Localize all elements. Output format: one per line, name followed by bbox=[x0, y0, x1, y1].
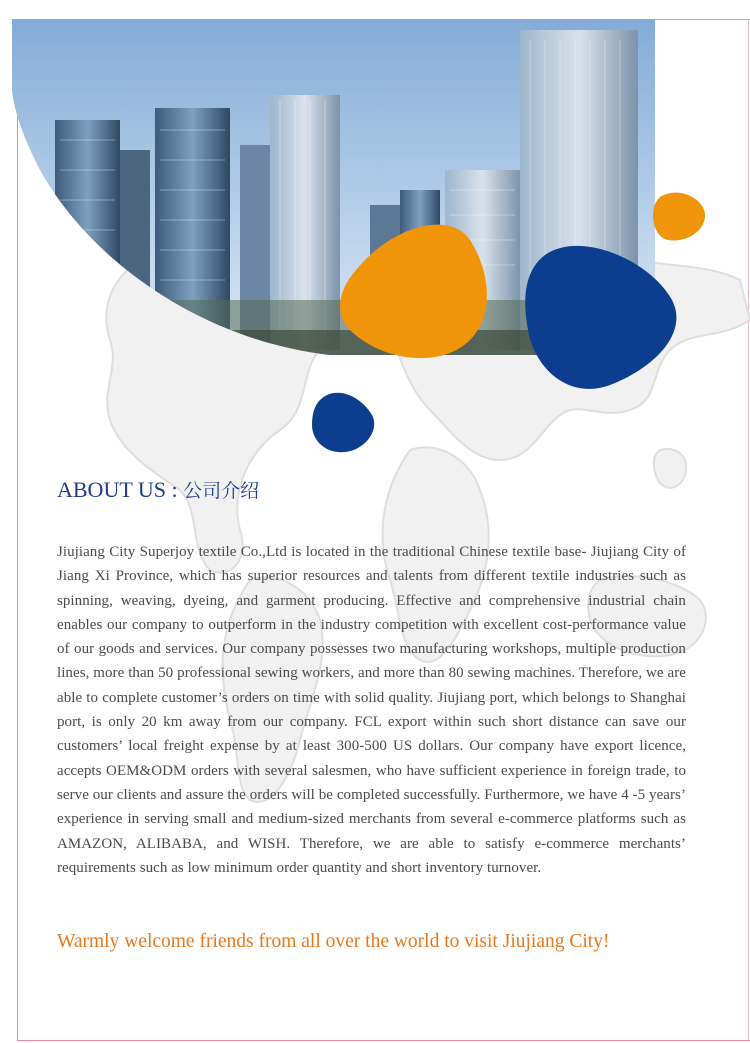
orange-blob-small bbox=[653, 193, 705, 241]
frame-line-bottom bbox=[17, 1040, 750, 1041]
about-us-heading-cn: 公司介绍 bbox=[183, 480, 260, 502]
about-us-heading-en: ABOUT US : bbox=[57, 477, 184, 502]
hero-city-image bbox=[0, 0, 750, 470]
welcome-message: Warmly welcome friends from all over the world to visit Jiujiang City! bbox=[57, 931, 610, 952]
blue-blob-small bbox=[312, 393, 374, 452]
company-description: Jiujiang City Superjoy textile Co.,Ltd is located in the traditional Chinese textile base- Jiujiang City of Jiang Xi Province, which has superior resources and talents from different textile industries such as spinning, weaving, dyeing, and garment producing. Effective and comprehensive industrial chain enables our company to outperform in the industry competition with excellent cost-performance value of our goods and services. Our company possesses two manufacturing workshops, multiple production lines, more than 50 professional sewing workers, and more than 80 sewing machines. Therefore, we are able to complete customer’s orders on time with solid quality. Jiujiang port, which belongs to Shanghai port, is only 20 km away from our company. FCL export within such short distance can save our customers’ local freight expense by at least 300-500 US dollars. Our company have export licence, accepts OEM&ODM orders with several salesmen, who have sufficient experience in foreign trade, to serve our clients and assure the orders will be completed successfully. Furthermore, we have 4 -5 years’ experience in serving small and medium-sized merchants from several e-commerce platforms such as AMAZON, ALIBABA, and WISH. Therefore, we are able to satisfy e-commerce merchants’ requirements such as low minimum order quantity and short inventory turnover. bbox=[57, 544, 686, 876]
about-us-heading bbox=[57, 476, 259, 503]
